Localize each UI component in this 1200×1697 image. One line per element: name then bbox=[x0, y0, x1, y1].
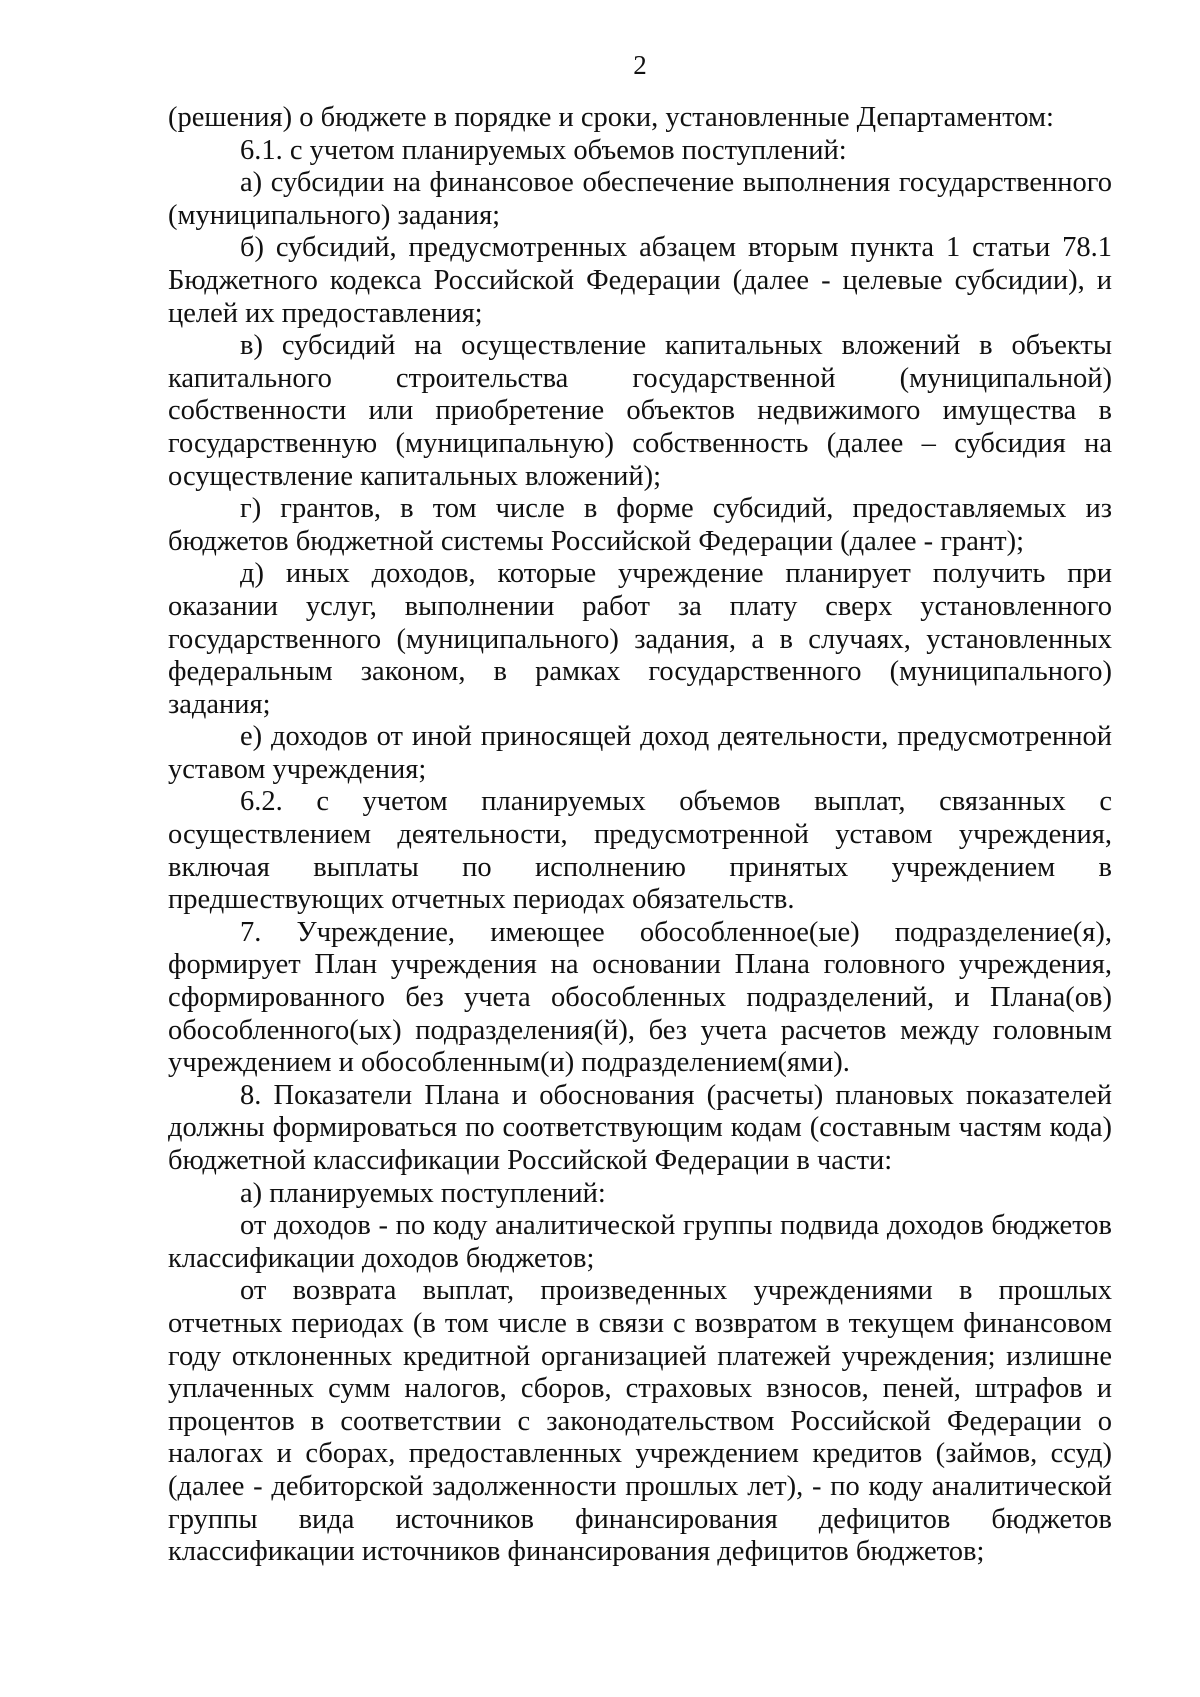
page-number: 2 bbox=[633, 50, 647, 80]
paragraph-6-1-a: а) субсидии на финансовое обеспечение выполнения государственного (муниципального) задания; bbox=[168, 167, 1112, 231]
paragraph-6-1-d: д) иных доходов, которые учреждение планирует получить при оказании услуг, выполнении работ за плату сверх установленного государственного (муниципального) задания, а в случаях, установленных федеральным законом, в рамках государственного (муниципального) задания; bbox=[168, 558, 1112, 720]
paragraph-decision-continuation: (решения) о бюджете в порядке и сроки, установленные Департаментом: bbox=[168, 102, 1054, 133]
paragraph-6-1: 6.1. с учетом планируемых объемов поступлений: bbox=[240, 134, 847, 166]
document-body bbox=[168, 102, 1112, 1569]
paragraph-6-2: 6.2. с учетом планируемых объемов выплат, связанных с осуществлением деятельности, предусмотренной уставом учреждения, включая выплаты по исполнению принятых учреждением в предшествующих отчетных периодах обязательств. bbox=[168, 786, 1112, 916]
paragraph-6-1-e: е) доходов от иной приносящей доход деятельности, предусмотренной уставом учреждения; bbox=[168, 721, 1112, 785]
paragraph-8: 8. Показатели Плана и обоснования (расчеты) плановых показателей должны формироваться по соответствующим кодам (составным частям кода) бюджетной классификации Российской Федерации в части: bbox=[168, 1079, 1112, 1176]
paragraph-6-1-g: г) грантов, в том числе в форме субсидий, предоставляемых из бюджетов бюджетной системы Российской Федерации (далее - грант); bbox=[168, 493, 1112, 557]
paragraph-6-1-b: б) субсидий, предусмотренных абзацем вторым пункта 1 статьи 78.1 Бюджетного кодекса Российской Федерации (далее - целевые субсидии), и целей их предоставления; bbox=[168, 232, 1112, 329]
paragraph-8-a-income: от доходов - по коду аналитической группы подвида доходов бюджетов классификации доходов бюджетов; bbox=[168, 1210, 1112, 1274]
paragraph-8-a: а) планируемых поступлений: bbox=[240, 1177, 606, 1209]
paragraph-8-a-refunds: от возврата выплат, произведенных учреждениями в прошлых отчетных периодах (в том числе в связи с возвратом в текущем финансовом году отклоненных кредитной организацией платежей учреждения; излишне уплаченных сумм налогов, сборов, страховых взносов, пеней, штрафов и процентов в соответствии с законодательством Российской Федерации о налогах и сборах, предоставленных учреждением кредитов (займов, ссуд) (далее - дебиторской задолженности прошлых лет), - по коду аналитической группы вида источников финансирования дефицитов бюджетов классификации источников финансирования дефицитов бюджетов; bbox=[168, 1275, 1112, 1568]
paragraph-7: 7. Учреждение, имеющее обособленное(ые) подразделение(я), формирует План учреждения на основании Плана головного учреждения, сформированного без учета обособленных подразделений, и Плана(ов) обособленного(ых) подразделения(й), без учета расчетов между головным учреждением и обособленным(и) подразделением(ями). bbox=[168, 916, 1112, 1079]
paragraph-6-1-v: в) субсидий на осуществление капитальных вложений в объекты капитального строительства государственной (муниципальной) собственности или приобретение объектов недвижимого имущества в государственную (муниципальную) собственность (далее – субсидия на осуществление капитальных вложений); bbox=[168, 330, 1112, 492]
